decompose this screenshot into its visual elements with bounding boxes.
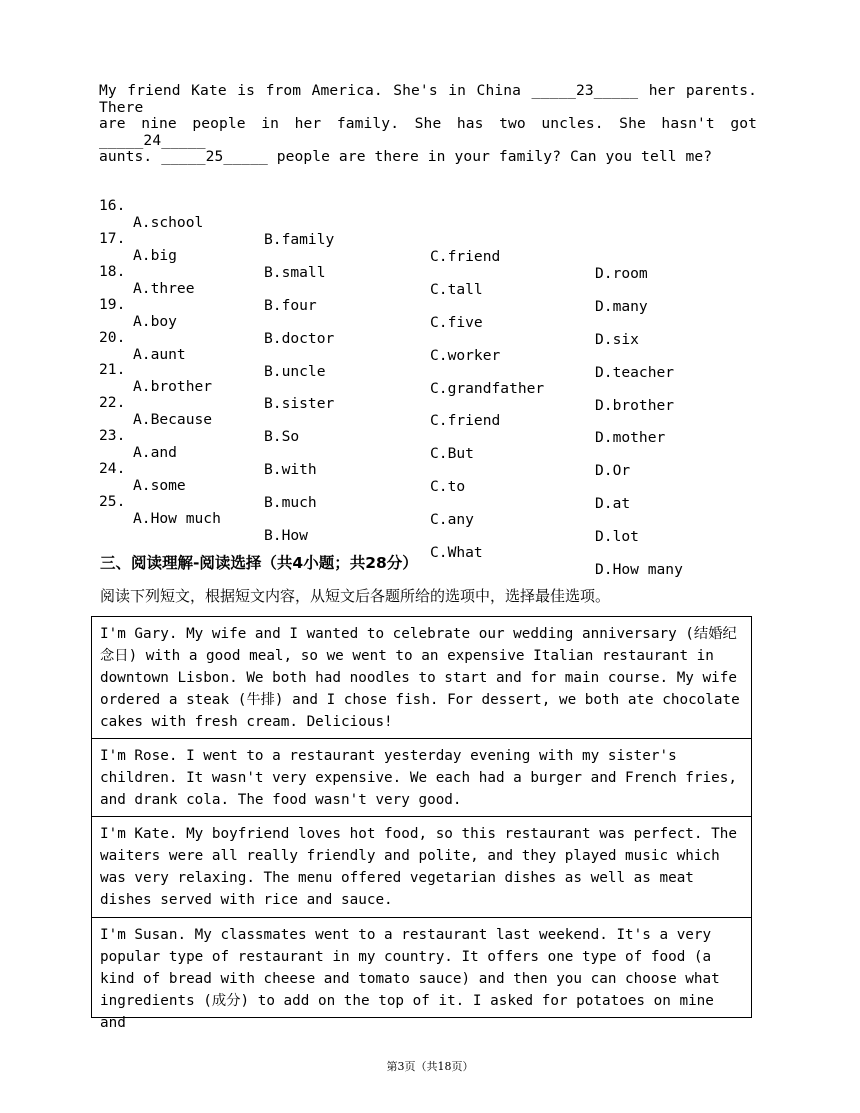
option-a: A.school — [133, 214, 204, 231]
reading-cell-rose: I'm Rose. I went to a restaurant yesterday evening with my sister's children. It wasn't very expensive. We each had a burger and French fries, and drank cola. The food wasn't very good. — [92, 739, 751, 817]
option-b: B.with — [264, 461, 317, 478]
passage-line-2: are nine people in her family. She has two uncles. She hasn't got _____24_____ — [99, 115, 757, 149]
option-a: A.Because — [133, 411, 213, 428]
section-instructions: 阅读下列短文，根据短文内容，从短文后各题所给的选项中，选择最佳选项。 — [100, 587, 611, 605]
question-number: 19. — [99, 296, 126, 313]
question-number: 16. — [99, 197, 126, 214]
option-b: B.How — [264, 527, 308, 544]
option-c: C.grandfather — [430, 380, 545, 397]
question-number: 23. — [99, 427, 126, 444]
reading-cell-gary: I'm Gary. My wife and I wanted to celebrate our wedding anniversary (结婚纪念日) with a good meal, so we went to an expensive Italian restaurant in downtown Lisbon. We both had noodles to start and for main course. My wife ordered a steak (牛排) and I chose fish. For dessert, we both ate chocolate cakes with fresh cream. Delicious! — [92, 617, 751, 739]
option-a: A.some — [133, 477, 186, 494]
option-b: B.much — [264, 494, 317, 511]
question-number: 24. — [99, 460, 126, 477]
option-a: A.and — [133, 444, 177, 461]
option-d: D.brother — [595, 397, 675, 414]
question-number: 21. — [99, 361, 126, 378]
option-b: B.So — [264, 428, 300, 445]
option-b: B.uncle — [264, 363, 326, 380]
option-c: C.to — [430, 478, 466, 495]
option-d: D.room — [595, 265, 648, 282]
option-c: C.friend — [430, 248, 501, 265]
option-b: B.family — [264, 231, 335, 248]
option-d: D.lot — [595, 528, 639, 545]
option-d: D.six — [595, 331, 639, 348]
option-d: D.How many — [595, 561, 683, 578]
question-number: 25. — [99, 493, 126, 510]
passage-line-3: aunts. _____25_____ people are there in your family? Can you tell me? — [99, 148, 713, 165]
option-c: C.tall — [430, 281, 483, 298]
question-number: 18. — [99, 263, 126, 280]
option-c: C.friend — [430, 412, 501, 429]
reading-cell-kate: I'm Kate. My boyfriend loves hot food, so this restaurant was perfect. The waiters were all really friendly and polite, and they played music which was very relaxing. The menu offered vegetarian dishes as well as meat dishes served with rice and sauce. — [92, 817, 751, 918]
question-number: 17. — [99, 230, 126, 247]
option-c: C.any — [430, 511, 474, 528]
option-b: B.sister — [264, 395, 335, 412]
option-d: D.mother — [595, 429, 666, 446]
section-title: 三、阅读理解-阅读选择（共4小题；共28分） — [100, 554, 418, 572]
option-a: A.boy — [133, 313, 177, 330]
option-d: D.at — [595, 495, 631, 512]
option-c: C.worker — [430, 347, 501, 364]
option-d: D.Or — [595, 462, 631, 479]
option-a: A.big — [133, 247, 177, 264]
option-a: A.three — [133, 280, 195, 297]
question-number: 22. — [99, 394, 126, 411]
option-a: A.How much — [133, 510, 221, 527]
reading-cell-susan: I'm Susan. My classmates went to a restaurant last weekend. It's a very popular type of restaurant in my country. It offers one type of food (a kind of bread with cheese and tomato sauce) and then you can choose what ingredients (成分) to add on the top of it. I asked for potatoes on mine and — [100, 927, 720, 1031]
option-d: D.many — [595, 298, 648, 315]
option-b: B.small — [264, 264, 326, 281]
option-b: B.doctor — [264, 330, 335, 347]
option-d: D.teacher — [595, 364, 675, 381]
option-a: A.brother — [133, 378, 213, 395]
option-b: B.four — [264, 297, 317, 314]
option-a: A.aunt — [133, 346, 186, 363]
passage-line-1: My friend Kate is from America. She's in China _____23_____ her parents. There — [99, 82, 757, 116]
option-c: C.What — [430, 544, 483, 561]
option-c: C.five — [430, 314, 483, 331]
question-number: 20. — [99, 329, 126, 346]
reading-table — [91, 616, 752, 1031]
option-c: C.But — [430, 445, 474, 462]
page-footer: 第3页（共18页） — [386, 1060, 474, 1073]
